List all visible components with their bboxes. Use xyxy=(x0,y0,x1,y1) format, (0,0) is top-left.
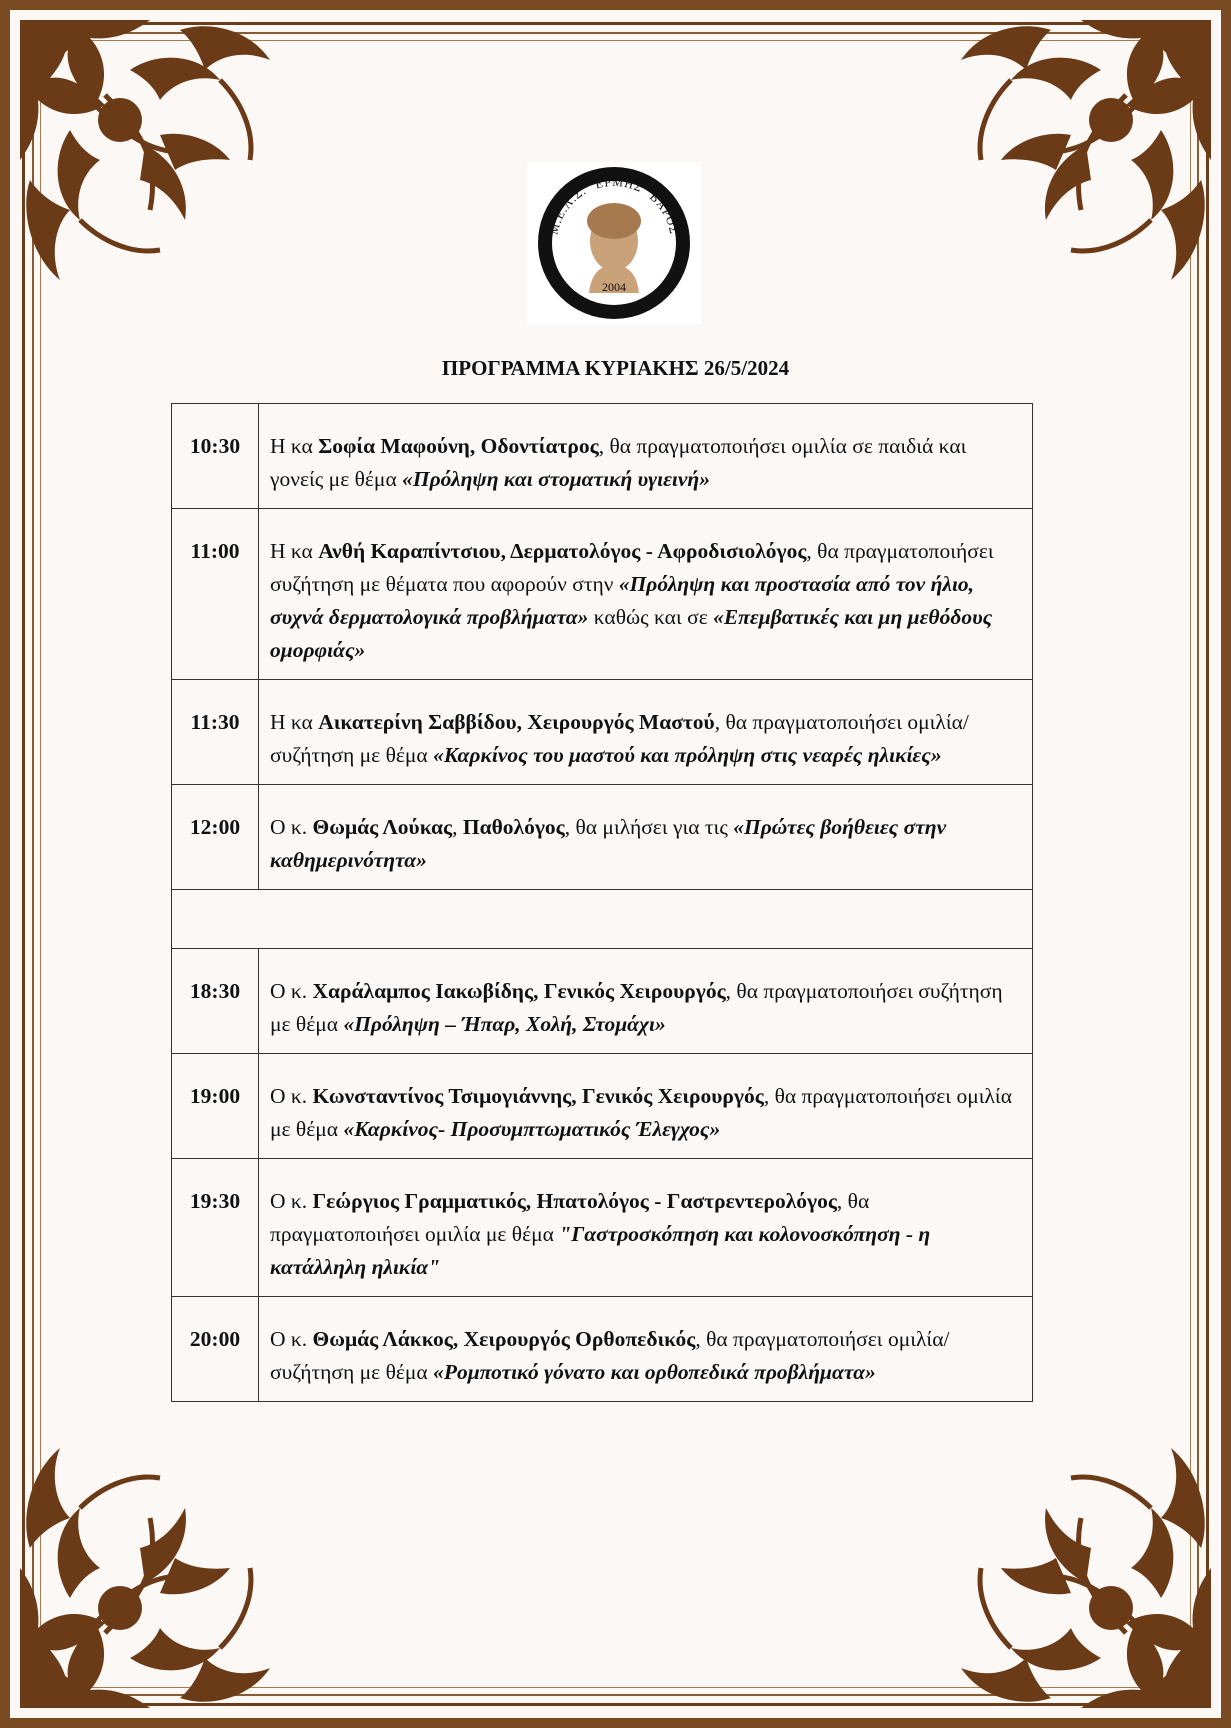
speaker-name: Παθολόγος xyxy=(462,815,565,839)
table-row xyxy=(172,1159,1033,1297)
table-row xyxy=(172,785,1033,890)
page-title: ΠΡΟΓΡΑΜΜΑ ΚΥΡΙΑΚΗΣ 26/5/2024 xyxy=(441,356,790,380)
logo-year: 2004 xyxy=(602,280,626,294)
session-time: 11:30 xyxy=(172,680,259,785)
speaker-name: Θωμάς Λάκκος, Χειρουργός Ορθοπεδικός xyxy=(312,1327,696,1351)
talk-topic: «Πρόληψη και στοματική υγιεινή» xyxy=(402,467,710,491)
session-description xyxy=(259,1159,1033,1297)
row-text: Η κα xyxy=(270,710,319,734)
session-description xyxy=(259,1297,1033,1402)
session-time: 18:30 xyxy=(172,949,259,1054)
row-text: Ο κ. xyxy=(270,1189,313,1213)
session-description xyxy=(259,1054,1033,1159)
talk-topic: «Επεμβατικές και μη μεθόδους ομορφιάς» xyxy=(270,605,993,662)
row-text: καθώς και σε xyxy=(588,605,714,629)
speaker-name: Ανθή Καραπίντσιου, Δερματολόγος - Αφροδισιολόγος xyxy=(318,539,807,563)
talk-topic: "Γαστροσκόπηση και κολονοσκόπηση - η κατάλληλη ηλικία" xyxy=(270,1222,931,1279)
talk-topic: «Πρώτες βοήθειες στην καθημερινότητα» xyxy=(270,815,947,872)
session-time: 19:30 xyxy=(172,1159,259,1297)
talk-topic: «Πρόληψη – Ήπαρ, Χολή, Στομάχι» xyxy=(343,1012,666,1036)
session-time: 20:00 xyxy=(172,1297,259,1402)
row-text: , θα πραγματοποιήσει ομιλία/συζήτηση με θέμα xyxy=(270,1327,950,1384)
row-text: Η κα xyxy=(270,434,319,458)
speaker-name: Κωνσταντίνος Τσιμογιάννης, Γενικός Χειρουργός xyxy=(312,1084,764,1108)
session-time: 10:30 xyxy=(172,404,259,509)
table-row xyxy=(172,949,1033,1054)
row-text: , θα πραγματοποιήσει ομιλία με θέμα xyxy=(270,1084,1012,1141)
row-text: , θα πραγματοποιήσει συζήτηση με θέμα xyxy=(270,979,1003,1036)
row-text: , θα πραγματοποιήσει ομιλία με θέμα xyxy=(270,1189,870,1246)
club-logo xyxy=(527,162,701,324)
break-row xyxy=(172,890,1033,949)
session-description xyxy=(259,404,1033,509)
speaker-name: Αικατερίνη Σαββίδου, Χειρουργός Μαστού xyxy=(318,710,715,734)
row-text: , θα πραγματοποιήσει ομιλία/συζήτηση με θέμα xyxy=(270,710,969,767)
talk-topic: «Ρομποτικό γόνατο και ορθοπεδικά προβλήματα» xyxy=(433,1360,876,1384)
table-row xyxy=(172,1054,1033,1159)
row-text: , xyxy=(452,815,463,839)
session-description xyxy=(259,509,1033,680)
row-text: , θα πραγματοποιήσει συζήτηση με θέματα που αφορούν στην xyxy=(270,539,994,596)
table-row xyxy=(172,1297,1033,1402)
corner-ornament xyxy=(931,10,1221,320)
talk-topic: «Πρόληψη και προστασία από τον ήλιο, συχνά δερματολογικά προβλήματα» xyxy=(270,572,975,629)
logo-ring-text: Μ.Ε.Λ.Σ. "ΕΡΜΗΣ" ΒΑΡΟΣ xyxy=(546,174,682,236)
table-row xyxy=(172,404,1033,509)
row-text: Ο κ. xyxy=(270,1327,313,1351)
session-description xyxy=(259,949,1033,1054)
row-text: , θα πραγματοποιήσει ομιλία σε παιδιά και γονείς με θέμα xyxy=(270,434,967,491)
corner-ornament xyxy=(10,10,300,320)
session-description xyxy=(259,680,1033,785)
table-row xyxy=(172,509,1033,680)
row-text: , θα μιλήσει για τις xyxy=(564,815,734,839)
row-text: Ο κ. xyxy=(270,1084,313,1108)
session-time: 11:00 xyxy=(172,509,259,680)
session-time: 19:00 xyxy=(172,1054,259,1159)
session-time: 12:00 xyxy=(172,785,259,890)
session-description xyxy=(259,785,1033,890)
hermes-emblem xyxy=(529,163,699,323)
corner-ornament xyxy=(931,1408,1221,1718)
talk-topic: «Καρκίνος- Προσυμπτωματικός Έλεγχος» xyxy=(343,1117,721,1141)
corner-ornament xyxy=(10,1408,300,1718)
speaker-name: Γεώργιος Γραμματικός, Ηπατολόγος - Γαστρεντερολόγος xyxy=(312,1189,837,1213)
row-text: Ο κ. xyxy=(270,815,313,839)
empty-cell xyxy=(172,890,1033,949)
speaker-name: Θωμάς Λούκας xyxy=(312,815,453,839)
row-text: Ο κ. xyxy=(270,979,313,1003)
schedule-table xyxy=(171,403,1033,1402)
row-text: Η κα xyxy=(270,539,319,563)
speaker-name: Χαράλαμπος Ιακωβίδης, Γενικός Χειρουργός xyxy=(312,979,726,1003)
table-row xyxy=(172,680,1033,785)
speaker-name: Σοφία Μαφούνη, Οδοντίατρος xyxy=(318,434,599,458)
talk-topic: «Καρκίνος του μαστού και πρόληψη στις νεαρές ηλικίες» xyxy=(433,743,942,767)
